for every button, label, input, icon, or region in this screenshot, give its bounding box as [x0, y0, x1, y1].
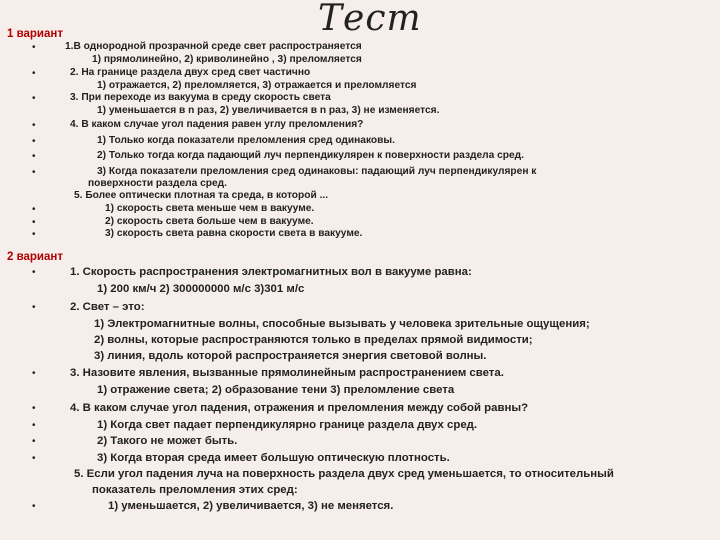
bullet: • [32, 120, 36, 131]
bullet: • [32, 42, 36, 53]
text-line: 1) уменьшается, 2) увеличивается, 3) не меняется. [108, 500, 394, 512]
text-line: 1. Скорость распространения электромагнитных вол в вакууме равна: [70, 266, 472, 278]
bullet: • [32, 267, 36, 278]
text-line: 5. Если угол падения луча на поверхность раздела двух сред уменьшается, то относительный [74, 468, 614, 480]
bullet: • [32, 229, 36, 240]
text-line: 1) отражается, 2) преломляется, 3) отражается и преломляется [97, 80, 417, 91]
bullet: • [32, 302, 36, 313]
bullet: • [32, 68, 36, 79]
text-line: 4. В каком случае угол падения равен углу преломления? [70, 119, 364, 130]
bullet: • [32, 151, 36, 162]
text-line: 3. Назовите явления, вызванные прямолинейным распространением света. [70, 367, 504, 379]
text-line: 2) Такого не может быть. [97, 435, 238, 447]
bullet: • [32, 167, 36, 178]
bullet: • [32, 420, 36, 431]
variant1-heading: 1 вариант [7, 28, 63, 40]
text-line: 2) волны, которые распространяются только в пределах прямой видимости; [94, 334, 533, 346]
text-line: 1) Электромагнитные волны, способные вызывать у человека зрительные ощущения; [94, 318, 590, 330]
text-line: 3. При переходе из вакуума в среду скорость света [70, 92, 331, 103]
text-line: показатель преломления этих сред: [92, 484, 298, 496]
bullet: • [32, 204, 36, 215]
text-line: 1.В однородной прозрачной среде свет распространяется [65, 41, 362, 52]
text-line: 3) Когда показатели преломления сред одинаковы: падающий луч перпендикулярен к [97, 166, 537, 177]
text-line: 5. Более оптически плотная та среда, в которой ... [74, 190, 329, 201]
bullet: • [32, 93, 36, 104]
text-line: 2) скорость света больше чем в вакууме. [105, 216, 314, 227]
page-title: Тест [318, 0, 422, 39]
text-line: 4. В каком случае угол падения, отражения и преломления между собой равны? [70, 402, 529, 414]
text-line: 1) скорость света меньше чем в вакууме. [105, 203, 315, 214]
text-line: 1) 200 км/ч 2) 300000000 м/с 3)301 м/с [97, 283, 305, 295]
text-line: поверхности раздела сред. [88, 178, 227, 189]
text-line: 1) отражение света; 2) образование тени 3) преломление света [97, 384, 455, 396]
bullet: • [32, 501, 36, 512]
text-line: 3) скорость света равна скорости света в вакууме. [105, 228, 363, 239]
text-line: 3) линия, вдоль которой распространяется энергия световой волны. [94, 350, 487, 362]
text-line: 2. На границе раздела двух сред свет частично [70, 67, 311, 78]
text-line: 1) Только когда показатели преломления сред одинаковы. [97, 135, 395, 146]
bullet: • [32, 453, 36, 464]
bullet: • [32, 368, 36, 379]
bullet: • [32, 136, 36, 147]
bullet: • [32, 436, 36, 447]
text-line: 2. Свет – это: [70, 301, 145, 313]
text-line: 2) Только тогда когда падающий луч перпендикулярен к поверхности раздела сред. [97, 150, 524, 161]
text-line: 3) Когда вторая среда имеет большую оптическую плотность. [97, 452, 450, 464]
text-line: 1) Когда свет падает перпендикулярно границе раздела двух сред. [97, 419, 478, 431]
text-line: 1) уменьшается в n раз, 2) увеличивается в n раз, 3) не изменяется. [97, 105, 440, 116]
bullet: • [32, 403, 36, 414]
text-line: 1) прямолинейно, 2) криволинейно , 3) преломляется [92, 54, 362, 65]
variant2-heading: 2 вариант [7, 251, 63, 263]
bullet: • [32, 217, 36, 228]
